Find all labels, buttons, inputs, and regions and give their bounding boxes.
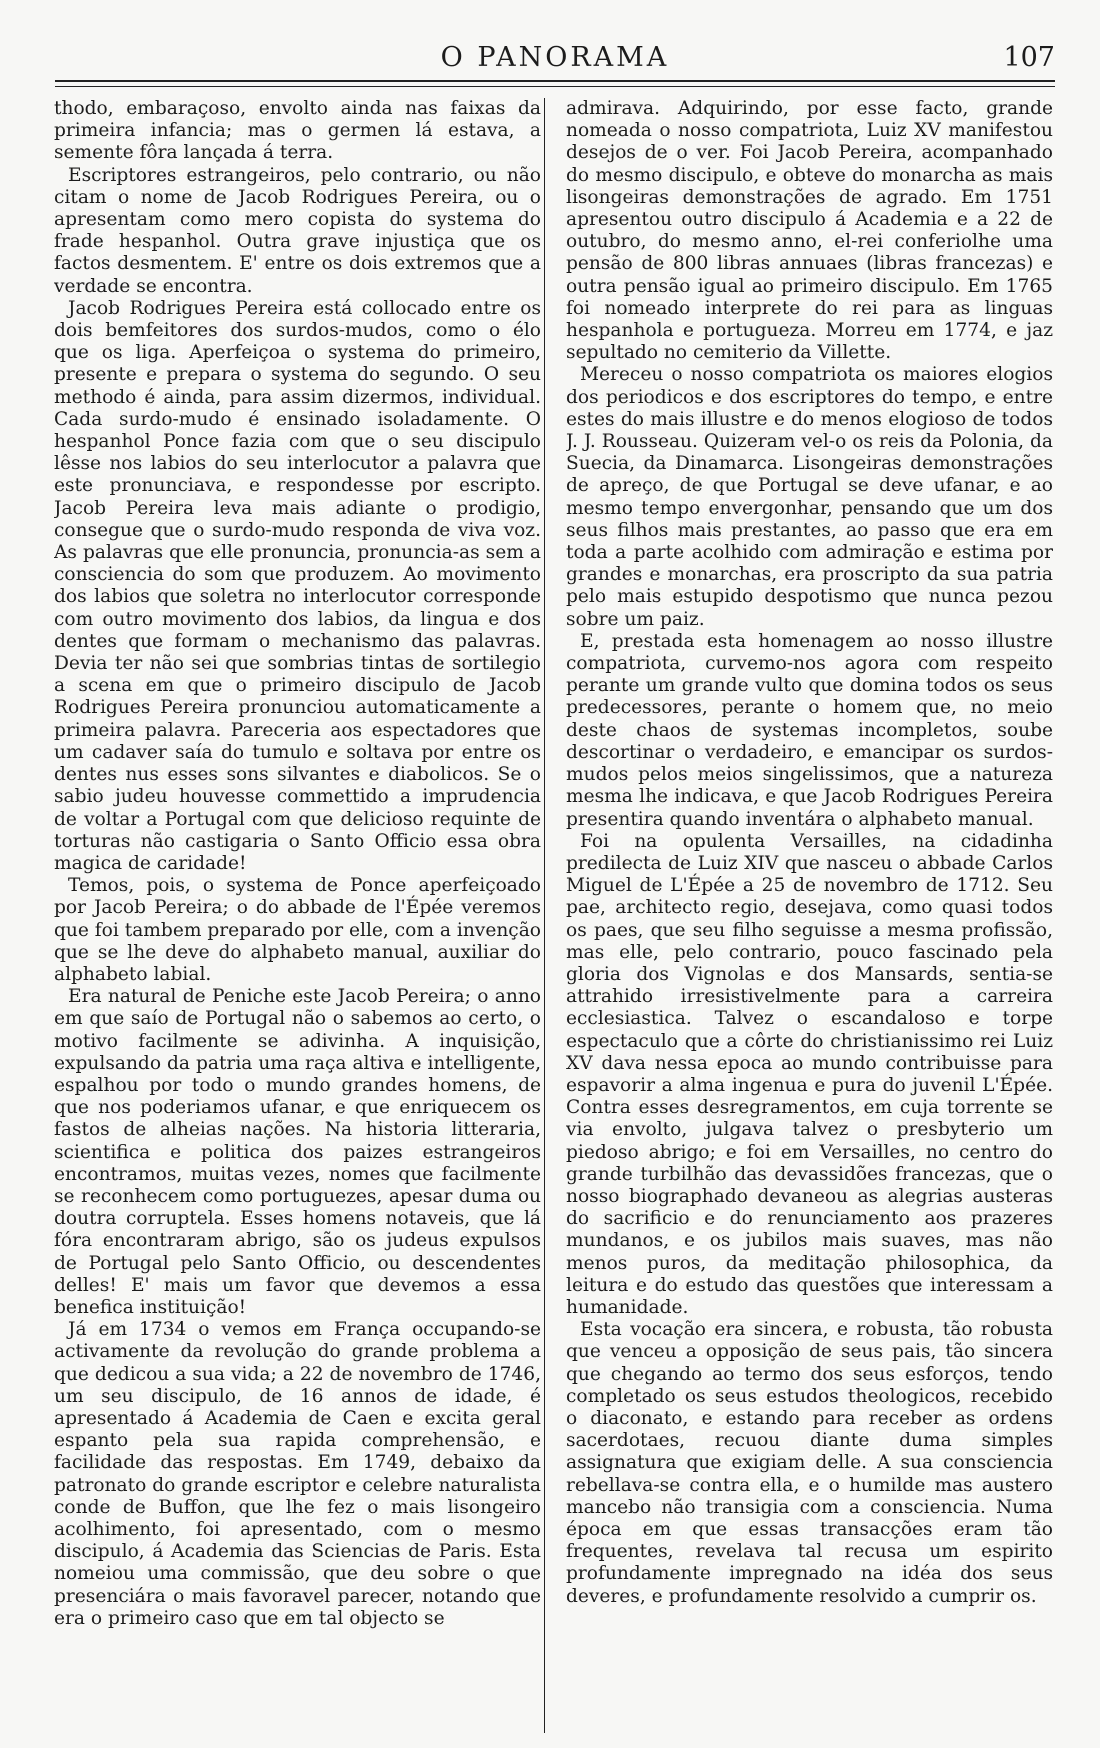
paragraph: E, prestada esta homenagem ao nosso illustre compatriota, curvemo-nos agora com respeito perante um grande vulto que domina todos os seus predecessores, perante o homem que, no meio deste chaos de systemas incompletos, soube descortinar o verdadeiro, e emancipar os surdos-mudos pelos meios singelissimos, que a natureza mesma lhe indicava, e que Jacob Rodrigues Pereira presentira quando inventára o alphabeto manual. xyxy=(566,630,1053,830)
paragraph: Era natural de Peniche este Jacob Pereira; o anno em que saío de Portugal não o sabemos ao certo, o motivo facilmente se adivinha. A inquisição, expulsando da patria uma raça altiva e intelligente, espalhou por todo o mundo grandes homens, de que nos poderiamos ufanar, e que enriquecem os fastos de alheias nações. Na historia litteraria, scientifica e politica dos paizes estrangeiros encontramos, muitas vezes, nomes que facilmente se reconhecem como portuguezes, apesar duma ou doutra corruptela. Esses homens notaveis, que lá fóra encontraram abrigo, são os judeus expulsos de Portugal pelo Santo Officio, ou descendentes delles! E' mais um favor que devemos a essa benefica instituição! xyxy=(54,986,541,1318)
column-divider xyxy=(544,98,545,1733)
publication-title: O PANORAMA xyxy=(440,42,670,73)
paragraph: Mereceu o nosso compatriota os maiores elogios dos periodicos e dos escriptores do tempo, e entre estes do mais illustre e do menos elogioso de todos J. J. Rousseau. Quizeram vel-o os reis da Polonia, da Suecia, da Dinamarca. Lisongeiras demonstrações de apreço, de que Portugal se deve ufanar, e ao mesmo tempo envergonhar, pensando que um dos seus filhos mais prestantes, ao passo que era em toda a parte acolhido com admiração e estima por grandes e monarchas, era proscripto da sua patria pelo mais estupido despotismo que nunca pezou sobre um paiz. xyxy=(566,364,1053,630)
paragraph: Esta vocação era sincera, e robusta, tão robusta que venceu a opposição de seus pais, tão sincera que chegando ao termo dos seus esforços, tendo completado os seus estudos theologicos, recebido o diaconato, e estando para receber as ordens sacerdotaes, recuou diante duma simples assignatura que exigiam delle. A sua consciencia rebellava-se contra ella, e o humilde mas austero mancebo não transigia com a consciencia. Numa época em que essas transacções eram tão frequentes, revelava tal recusa um espirito profundamente impregnado na idéa dos seus deveres, e profundamente resolvido a cumprir os. xyxy=(566,1319,1053,1607)
right-column xyxy=(566,98,1053,1733)
paragraph: admirava. Adquirindo, por esse facto, grande nomeada o nosso compatriota, Luiz XV manifestou desejos de o ver. Foi Jacob Pereira, acompanhado do mesmo discipulo, e obteve do monarcha as mais lisongeiras demonstrações de agrado. Em 1751 apresentou outro discipulo á Academia e a 22 de outubro, do mesmo anno, el-rei conferiolhe uma pensão de 800 libras annuaes (libras francezas) e outra pensão igual ao primeiro discipulo. Em 1765 foi nomeado interprete do rei para as linguas hespanhola e portugueza. Morreu em 1774, e jaz sepultado no cemiterio da Villette. xyxy=(566,98,1053,364)
header-rule-thick xyxy=(55,80,1055,82)
paragraph: Já em 1734 o vemos em França occupando-se activamente da revolução do grande problema a que dedicou a sua vida; a 22 de novembro de 1746, um seu discipulo, de 16 annos de idade, é apresentado á Academia de Caen e excita geral espanto pela sua rapida comprehensão, e facilidade das respostas. Em 1749, debaixo da patronato do grande escriptor e celebre naturalista conde de Buffon, que lhe fez o mais lisongeiro acolhimento, foi apresentado, com o mesmo discipulo, á Academia das Sciencias de Paris. Esta nomeiou uma commissão, que deu sobre o que presenciára o mais favoravel parecer, notando que era o primeiro caso que em tal objecto se xyxy=(54,1319,541,1629)
paragraph: Temos, pois, o systema de Ponce aperfeiçoado por Jacob Pereira; o do abbade de l'Épée veremos que foi tambem preparado por elle, com a invenção que se lhe deve do alphabeto manual, auxiliar do alphabeto labial. xyxy=(54,875,541,985)
paragraph: Jacob Rodrigues Pereira está collocado entre os dois bemfeitores dos surdos-mudos, como o élo que os liga. Aperfeiçoa o systema do primeiro, presente e prepara o systema do segundo. O seu methodo é ainda, para assim dizermos, individual. Cada surdo-mudo é ensinado isoladamente. O hespanhol Ponce fazia com que o seu discipulo lêsse nos labios do seu interlocutor a palavra que este pronunciava, e respondesse por escripto. Jacob Pereira leva mais adiante o prodigio, consegue que o surdo-mudo responda de viva voz. As palavras que elle pronuncia, pronuncia-as sem a consciencia do som que produzem. Ao movimento dos labios que soletra no interlocutor corresponde com outro movimento dos labios, da lingua e dos dentes que formam o mechanismo das palavras. Devia ter não sei que sombrias tintas de sortilegio a scena em que o primeiro discipulo de Jacob Rodrigues Pereira pronunciou automaticamente a primeira palavra. Pareceria aos espectadores que um cadaver saía do tumulo e soltava por entre os dentes nus esses sons silvantes e diabolicos. Se o sabio judeu houvesse commettido a imprudencia de voltar a Portugal com que delicioso requinte de torturas não castigaria o Santo Officio essa obra magica de caridade! xyxy=(54,297,541,874)
header-rule-thin xyxy=(55,86,1055,87)
paragraph: Foi na opulenta Versailles, na cidadinha predilecta de Luiz XIV que nasceu o abbade Carlos Miguel de L'Épée a 25 de novembro de 1712. Seu pae, architecto regio, desejava, como quasi todos os paes, que seu filho seguisse a mesma profissão, mas elle, pelo contrario, pouco fascinado pela gloria dos Vignolas e dos Mansards, sentia-se attrahido irresistivelmente para a carreira ecclesiastica. Talvez o escandaloso e torpe espectaculo que a côrte do christianissimo rei Luiz XV dava nessa epoca ao mundo contribuisse para espavorir a alma ingenua e pura do juvenil L'Épée. Contra esses desregramentos, em cuja torrente se via envolto, julgava talvez o presbyterio um piedoso abrigo; e foi em Versailles, no centro do grande turbilhão das devassidões francezas, que o nosso biographado devaneou as alegrias austeras do sacrificio e do renunciamento aos prazeres mundanos, e os jubilos mais suaves, mas não menos puros, da meditação philosophica, da leitura e do estudo das questões que interessam a humanidade. xyxy=(566,830,1053,1318)
paragraph: thodo, embaraçoso, envolto ainda nas faixas da primeira infancia; mas o germen lá estava, a semente fôra lançada á terra. xyxy=(54,98,541,164)
page-header xyxy=(55,38,1055,78)
page-number: 107 xyxy=(1003,42,1055,73)
paragraph: Escriptores estrangeiros, pelo contrario, ou não citam o nome de Jacob Rodrigues Pereira, ou o apresentam como mero copista do systema do frade hespanhol. Outra grave injustiça que os factos desmentem. E' entre os dois extremos que a verdade se encontra. xyxy=(54,164,541,297)
left-column xyxy=(54,98,541,1733)
